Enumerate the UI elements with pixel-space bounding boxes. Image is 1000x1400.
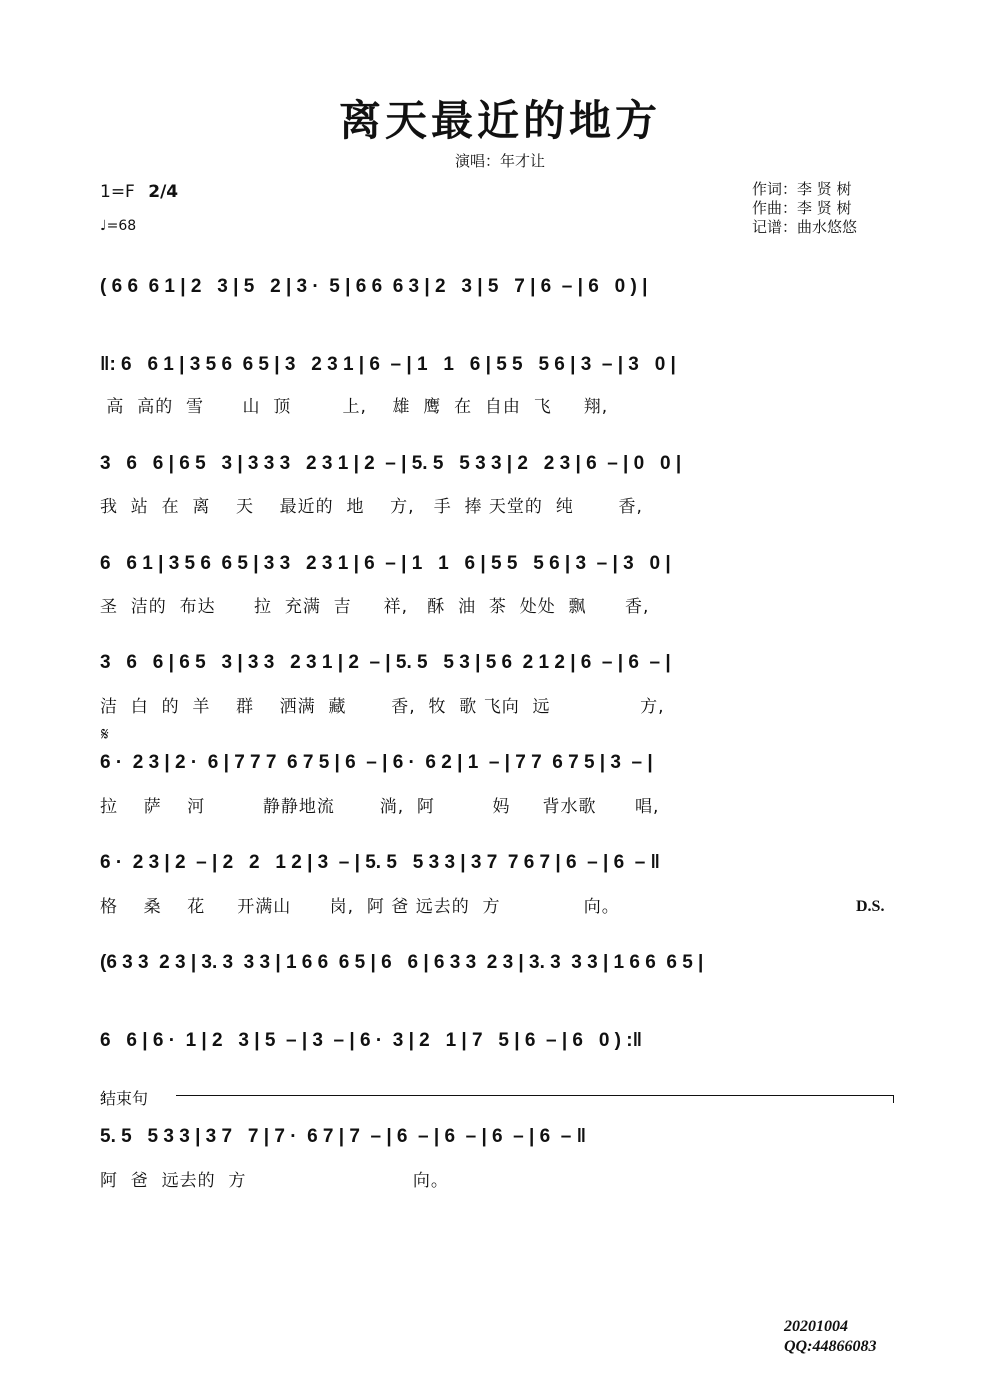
score-row-10-lyrics: 阿 爸 远去的 方 向。 [100,1171,449,1191]
score-row-3-notes: 3 6 6 | 6 5 3 | 3 3 3 2 3 1 | 2 – | 5. 5 5 3 3 | 2 2 3 | 6 – | 0 0 | [100,453,682,474]
ending-label: 结束句 [100,1089,149,1108]
score-row-6-notes: 6 · 2 3 | 2 · 6 | 7 7 7 6 7 5 | 6 – | 6 · 6 2 | 1 – | 7 7 6 7 5 | 3 – | [100,752,653,773]
score-row-8-notes: (6 3 3 2 3 | 3. 3 3 3 | 1 6 6 6 5 | 6 6 | 6 3 3 2 3 | 3. 3 3 3 | 1 6 6 6 5 | [100,952,704,973]
score-row-5-lyrics: 洁 白 的 羊 群 洒满 藏 香, 牧 歌 飞向 远 方, [100,697,665,717]
composer: 作曲：李 贤 树 [752,199,852,217]
score-row-5-notes: 3 6 6 | 6 5 3 | 3 3 2 3 1 | 2 – | 5. 5 5 3 | 5 6 2 1 2 | 6 – | 6 – | [100,652,671,673]
score-row-2-lyrics: 高 高的 雪 山 顶 上, 雄 鹰 在 自由 飞 翔, [100,397,609,417]
song-title: 离天最近的地方 [338,96,661,145]
lyricist: 作词：李 贤 树 [752,180,852,198]
ending-bracket-end [893,1095,894,1103]
credits [752,180,857,237]
tempo-marking: ♩=68 [100,218,137,234]
score-row-3-lyrics: 我 站 在 离 天 最近的 地 方, 手 捧 天堂的 纯 香, [100,497,643,517]
footer-date: 20201004 [784,1318,848,1335]
singer-credit: 演唱：年才让 [454,152,545,170]
score-row-10-notes: 5. 5 5 3 3 | 3 7 7 | 7 · 6 7 | 7 – | 6 – | 6 – | 6 – | 6 – ‖ [100,1126,587,1147]
ending-bracket-line [176,1095,894,1096]
score-row-2-notes: ‖: 6 6 1 | 3 5 6 6 5 | 3 2 3 1 | 6 – | 1 1 6 | 5 5 5 6 | 3 – | 3 0 | [100,354,676,375]
score-row-7-lyrics: 格 桑 花 开满山 岗, 阿 爸 远去的 方 向。 [100,897,620,917]
score-row-1-notes: ( 6 6 6 1 | 2 3 | 5 2 | 3 · 5 | 6 6 6 3 | 2 3 | 5 7 | 6 – | 6 0 ) | [100,276,648,297]
ds-marking: D.S. [856,898,885,915]
score-row-7-notes: 6 · 2 3 | 2 – | 2 2 1 2 | 3 – | 5. 5 5 3 3 | 3 7 7 6 7 | 6 – | 6 – ‖ [100,852,660,873]
score-row-4-notes: 6 6 1 | 3 5 6 6 5 | 3 3 2 3 1 | 6 – | 1 1 6 | 5 5 5 6 | 3 – | 3 0 | [100,553,671,574]
key-signature [100,182,178,202]
segno-sign: 𝄋 [101,724,109,745]
time-signature: 2/4 [148,182,179,202]
transcriber: 记谱：曲水悠悠 [752,218,858,236]
score-row-9-notes: 6 6 | 6 · 1 | 2 3 | 5 – | 3 – | 6 · 3 | 2 1 | 7 5 | 6 – | 6 0 ) :‖ [100,1030,643,1051]
score-row-6-lyrics: 拉 萨 河 静静地流 淌, 阿 妈 背水歌 唱, [100,797,660,817]
score-row-4-lyrics: 圣 洁的 布达 拉 充满 吉 祥, 酥 油 茶 处处 飘 香, [100,597,650,617]
key-text: 1=F [100,182,135,202]
footer-qq: QQ:44866083 [784,1338,877,1355]
